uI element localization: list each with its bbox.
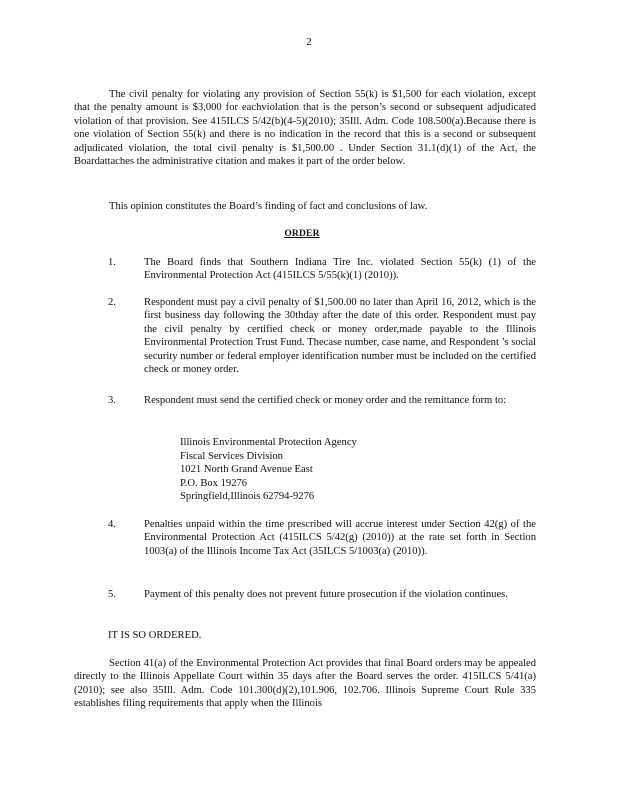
appeal-paragraph: Section 41(a) of the Environmental Protection Act provides that final Board orders may be appealed directly to the Illinois Appellate Court within 35 days after the Board serves the order. 415ILCS 5/41(a) (2010); see also 35Ill. Adm. Code 101.300(d)(2),101.906, 102.706. Illinois Supreme Court Rule 335 establishes filing requirements that apply when the Illinois xyxy=(74,658,536,710)
order-item-text: Respondent must send the certified check or money order and the remittance form to: xyxy=(144,395,507,406)
opinion-paragraph: This opinion constitutes the Board’s finding of fact and conclusions of law. xyxy=(109,201,428,212)
page-number: 2 xyxy=(306,36,312,48)
order-item-text: Respondent must pay a civil penalty of $1,500.00 no later than April 16, 2012, which is the first business day following the 30thday after the date of this order. Respondent must pay the civil penalty by certified check or money order,made payable to the Illinois Environmental Protection Trust Fund. Thecase number, case name, and Respondent ’s social security number or federal employer identification number must be included on the certified check or money order. xyxy=(144,297,536,376)
order-item-number: 3. xyxy=(108,395,116,406)
order-item-number: 1. xyxy=(108,257,116,268)
address-line: 1021 North Grand Avenue East xyxy=(180,464,313,475)
address-line: Springfield,Illinois 62794-9276 xyxy=(180,491,315,502)
order-heading: ORDER xyxy=(284,229,320,239)
mailing-address xyxy=(180,436,440,504)
order-item-number: 5. xyxy=(108,589,116,600)
address-line: Fiscal Services Division xyxy=(180,450,283,462)
address-line: P.O. Box 19276 xyxy=(180,477,248,489)
order-item-number: 2. xyxy=(108,297,116,308)
so-ordered: IT IS SO ORDERED. xyxy=(108,630,202,641)
address-line: Illinois Environmental Protection Agency xyxy=(180,437,357,448)
penalty-paragraph: The civil penalty for violating any provision of Section 55(k) is $1,500 for each violation, except that the penalty amount is $3,000 for eachviolation that is the person’s second or subsequent adjudicated violation of that provision. See 415ILCS 5/42(b)(4-5)(2010); 35Ill. Adm. Code 108.500(a).Because there is one violation of Section 55(k) and there is no indication in the record that this is a second or subsequent adjudicated violation, the total civil penalty is $1,500.00 . Under Section 31.1(d)(1) of the Act, the Boardattaches the administrative citation and makes it part of the order below. xyxy=(74,89,536,168)
order-item-text: Payment of this penalty does not prevent future prosecution if the violation continues. xyxy=(144,589,508,600)
order-item-text: The Board finds that Southern Indiana Tire Inc. violated Section 55(k) (1) of the Environmental Protection Act (415ILCS 5/55(k)(1) (2010)). xyxy=(144,257,536,282)
order-item-text: Penalties unpaid within the time prescribed will accrue interest under Section 42(g) of the Environmental Protection Act (415ILCS 5/42(g) (2010)) at the rate set forth in Section 1003(a) of the Illinois Income Tax Act (35ILCS 5/1003(a) (2010)). xyxy=(144,519,536,557)
order-item-number: 4. xyxy=(108,519,116,530)
